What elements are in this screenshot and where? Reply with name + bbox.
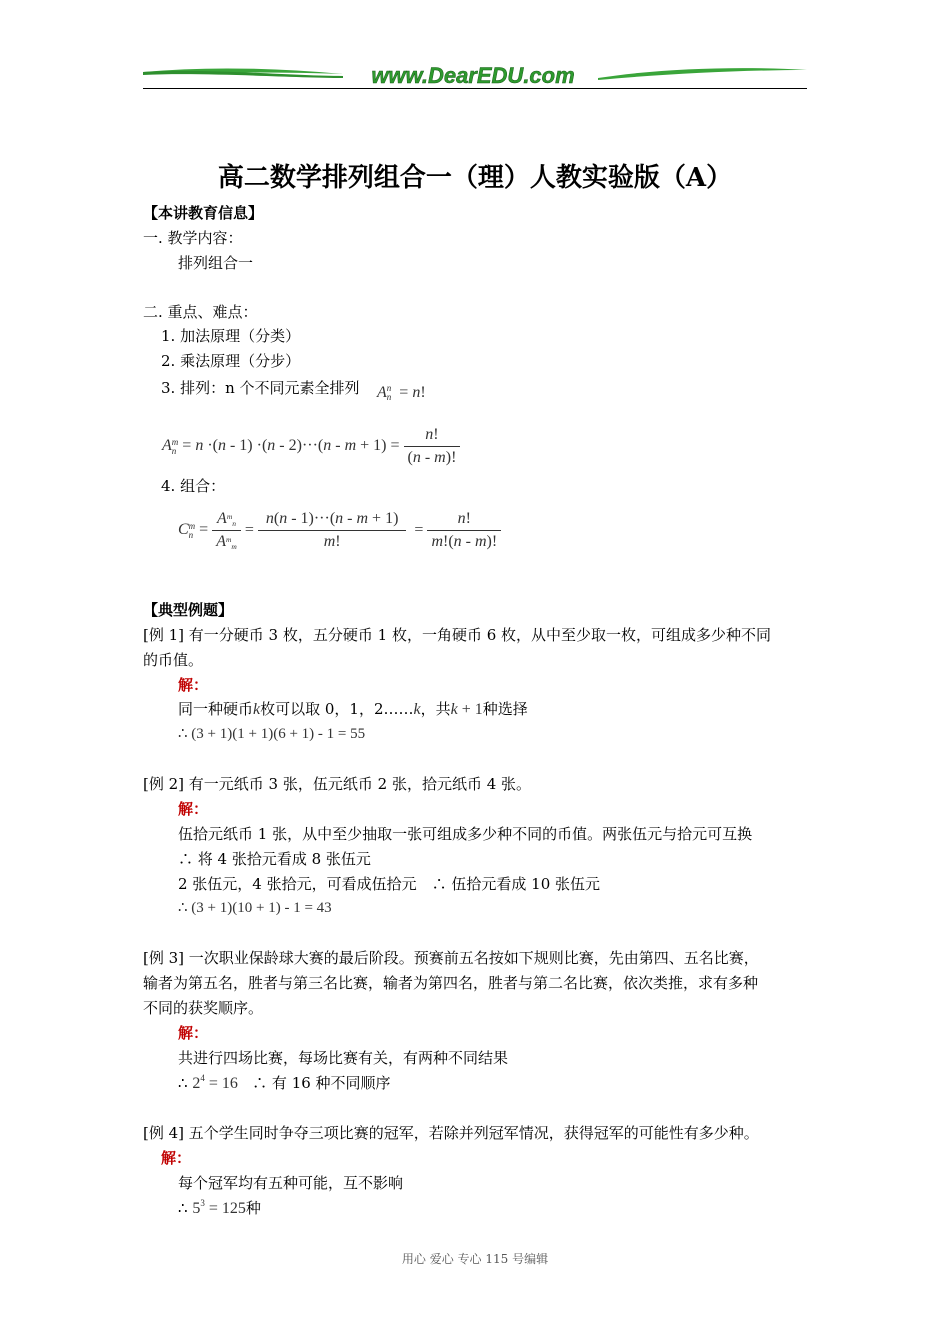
example-1-solution-line-1: 同一种硬币k枚可以取 0，1，2……k，共k + 1种选择 [178, 700, 528, 718]
point-combination: 4. 组合： [161, 477, 226, 495]
example-2-solution-label: 解： [178, 800, 209, 818]
example-1-question-line-1: [例 1] 有一分硬币 3 枚，五分硬币 1 枚，一角硬币 6 枚，从中至少取一枚，可组成多少种不同 [143, 626, 772, 644]
page-footer: 用心 爱心 专心 115 号编辑 [401, 1252, 549, 1266]
example-2-calculation: ∴ (3 + 1)(10 + 1) - 1 = 43 [178, 900, 332, 916]
item-teaching-content-text: 排列组合一 [178, 254, 254, 272]
example-4-solution-label: 解： [161, 1149, 192, 1167]
example-3-question-line-2: 输者为第五名，胜者与第三名比赛，输者为第四名，胜者与第二名比赛，依次类推，求有多种 [143, 974, 759, 992]
example-2-question: [例 2] 有一元纸币 3 张，伍元纸币 2 张，拾元纸币 4 张。 [143, 775, 532, 793]
example-2-solution-line-1: 伍拾元纸币 1 张，从中至少抽取一张可组成多少种不同的币值。两张伍元与拾元可互换 [178, 825, 753, 843]
example-4-question: [例 4] 五个学生同时争夺三项比赛的冠军，若除并列冠军情况，获得冠军的可能性有多少种。 [143, 1124, 759, 1142]
example-3-solution-line-2: ∴ $2^4 = 16$ ∴ 有 16 种不同顺序 [178, 1073, 391, 1092]
example-3-solution-label: 解： [178, 1024, 209, 1042]
example-2-solution-line-2: ∴ 将 4 张拾元看成 8 张伍元 [178, 850, 371, 868]
section-heading-examples: 【典型例题】 [143, 601, 234, 619]
point-permutation: 3. 排列：n 个不同元素全排列 [161, 379, 360, 397]
point-multiplication-principle: 2. 乘法原理（分步） [161, 352, 301, 370]
example-3-solution-line-1: 共进行四场比赛，每场比赛有关，有两种不同结果 [178, 1049, 509, 1067]
formula-permutation: Am n = n ·(n - 1) ·(n - 2)···(n - m + 1) = $\frac{n!}{(n - m)!}$ [162, 426, 460, 467]
example-3-question-line-1: [例 3] 一次职业保龄球大赛的最后阶段。预赛前五名按如下规则比赛，先由第四、五名比赛， [143, 949, 759, 967]
header-logo-banner [143, 62, 807, 90]
example-2-solution-line-3: 2 张伍元，4 张拾元，可看成伍拾元 ∴ 伍拾元看成 10 张伍元 [178, 875, 601, 893]
section-heading-info: 【本讲教育信息】 [143, 204, 264, 222]
item-key-points-label: 二. 重点、难点： [143, 303, 258, 321]
logo-text: www.DearEDU.com [371, 63, 575, 88]
example-3-question-line-3: 不同的获奖顺序。 [143, 999, 264, 1017]
formula-combination: Cm n = $\frac{A^m_n}{A^m_m}$ = $\frac{n(n - 1)\cdot\cdot\cdot(n - m + 1)}{m!}$ = $\frac{n!}{m!(n - m)!}$ [178, 510, 501, 551]
example-4-solution-line-2: ∴ $5^3 = 125$种 [178, 1198, 261, 1217]
right-swoosh [598, 68, 807, 80]
formula-full-permutation: An n = n! [377, 383, 426, 403]
example-4-solution-line-1: 每个冠军均有五种可能，互不影响 [178, 1174, 404, 1192]
point-addition-principle: 1. 加法原理（分类） [161, 327, 301, 345]
page-title: 高二数学排列组合一（理）人教实验版（A） [217, 163, 733, 193]
example-1-solution-label: 解： [178, 676, 209, 694]
item-teaching-content-label: 一. 教学内容： [143, 229, 243, 247]
example-1-question-line-2: 的币值。 [143, 651, 204, 669]
header-rule [143, 88, 807, 89]
example-1-calculation: ∴ (3 + 1)(1 + 1)(6 + 1) - 1 = 55 [178, 726, 366, 742]
